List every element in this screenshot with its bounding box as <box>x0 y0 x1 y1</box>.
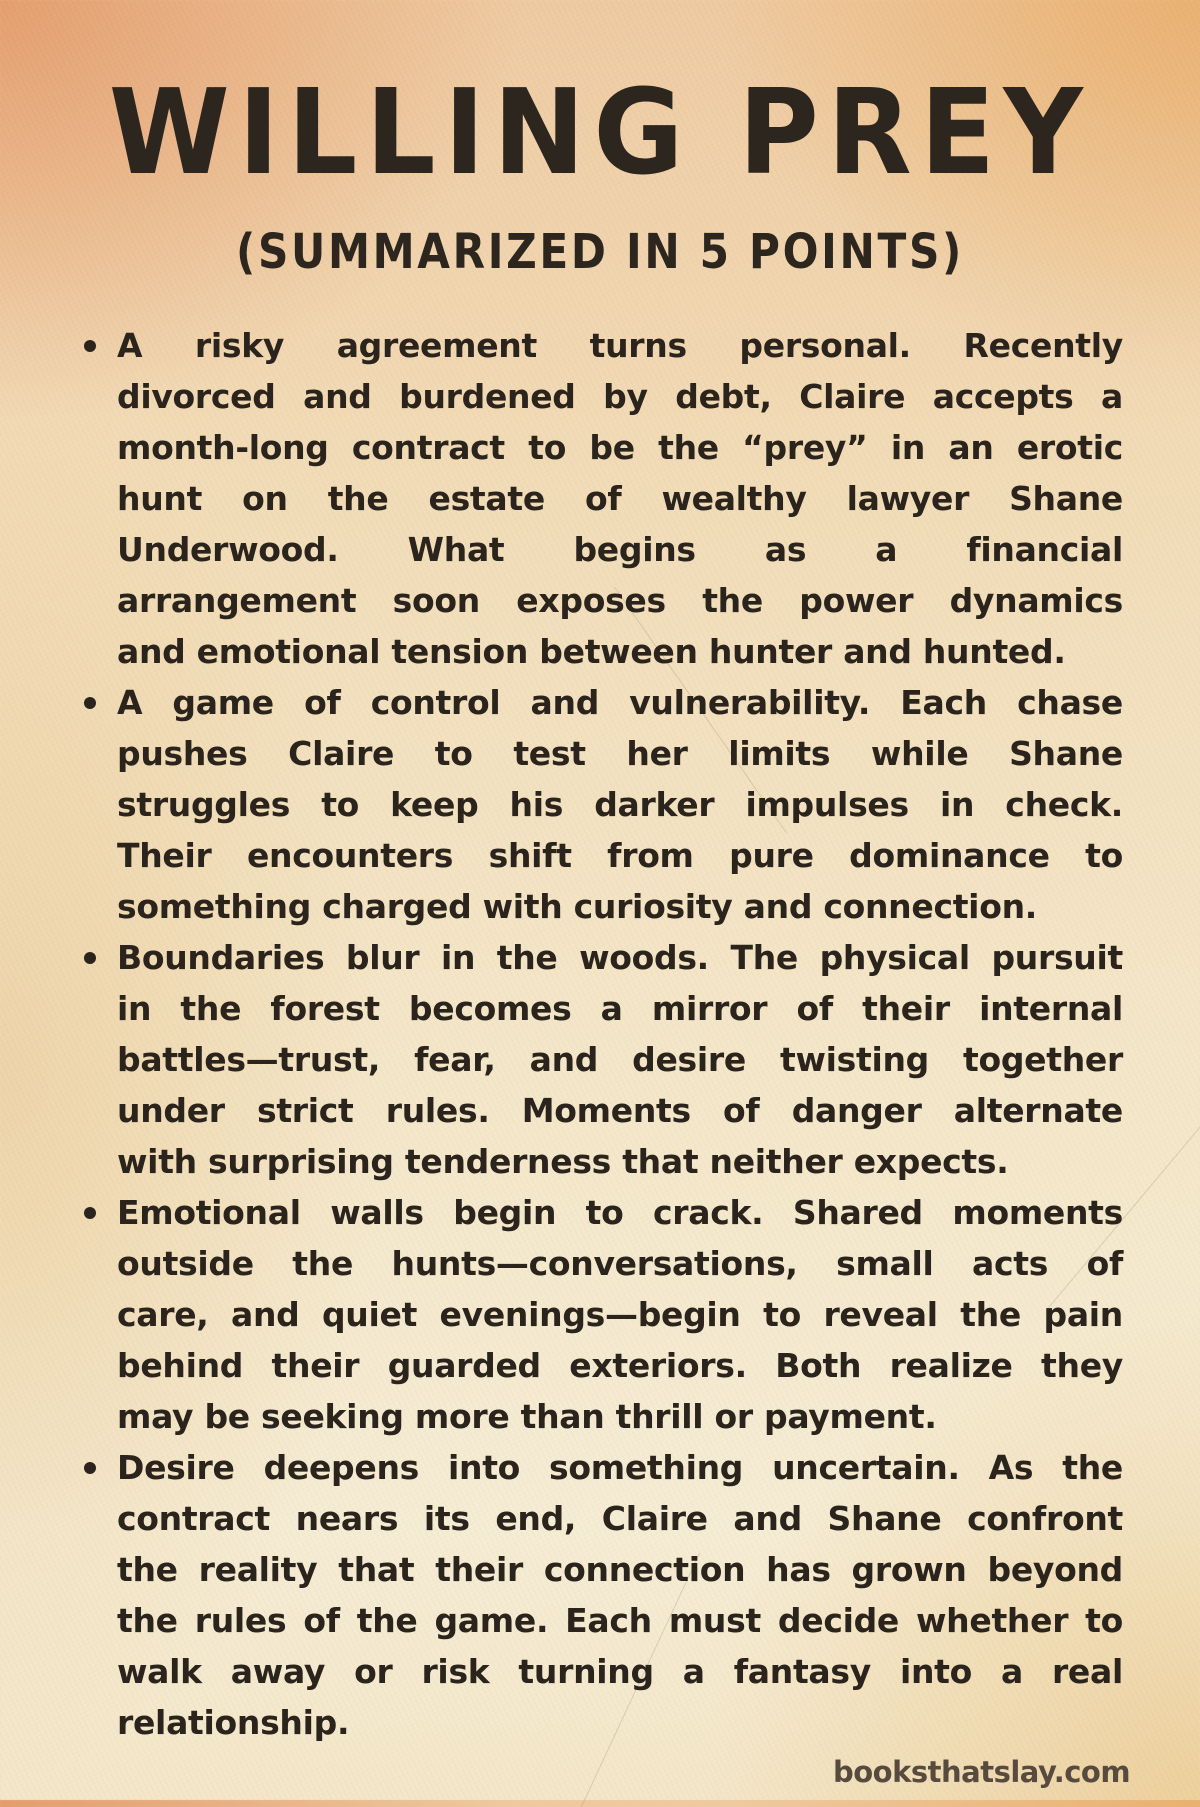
summary-line: the reality that their connection has grown beyond <box>117 1550 1123 1589</box>
summary-line: Underwood. What begins as a financial <box>117 530 1123 569</box>
summary-line: divorced and burdened by debt, Claire accepts a <box>117 377 1123 416</box>
summary-line: month-long contract to be the “prey” in an erotic <box>117 428 1123 467</box>
summary-line: struggles to keep his darker impulses in check. <box>117 785 1123 824</box>
bullet-icon <box>84 1207 96 1219</box>
summary-line: with surprising tenderness that neither expects. <box>117 1142 1009 1181</box>
summary-point-4 <box>117 1187 1123 1442</box>
summary-line: Their encounters shift from pure dominance to <box>117 836 1123 875</box>
summary-line: may be seeking more than thrill or payment. <box>117 1397 937 1436</box>
summary-line: in the forest becomes a mirror of their internal <box>117 989 1123 1028</box>
summary-line: walk away or risk turning a fantasy into a real <box>117 1652 1123 1691</box>
summary-line: Emotional walls begin to crack. Shared moments <box>117 1193 1123 1232</box>
summary-line: behind their guarded exteriors. Both realize they <box>117 1346 1123 1385</box>
summary-line: pushes Claire to test her limits while Shane <box>117 734 1123 773</box>
summary-line: hunt on the estate of wealthy lawyer Shane <box>117 479 1123 518</box>
website-credit: booksthatslay.com <box>833 1755 1131 1789</box>
summary-line: A game of control and vulnerability. Each chase <box>117 683 1123 722</box>
summary-point-5 <box>117 1442 1123 1748</box>
summary-point-2 <box>117 677 1123 932</box>
summary-line: care, and quiet evenings—begin to reveal the pain <box>117 1295 1123 1334</box>
summary-point-1 <box>117 320 1123 677</box>
bullet-icon <box>84 1462 96 1474</box>
page-subtitle: (SUMMARIZED IN 5 POINTS) <box>236 224 964 280</box>
summary-line: Boundaries blur in the woods. The physical pursuit <box>117 938 1123 977</box>
summary-line: outside the hunts—conversations, small acts of <box>117 1244 1123 1283</box>
summary-line: relationship. <box>117 1703 350 1742</box>
summary-line: battles—trust, fear, and desire twisting together <box>117 1040 1123 1079</box>
summary-line: something charged with curiosity and connection. <box>117 887 1037 926</box>
summary-line: the rules of the game. Each must decide whether to <box>117 1601 1123 1640</box>
bullet-icon <box>84 952 96 964</box>
bullet-icon <box>84 697 96 709</box>
summary-line: and emotional tension between hunter and hunted. <box>117 632 1066 671</box>
summary-line: Desire deepens into something uncertain. As the <box>117 1448 1123 1487</box>
summary-line: A risky agreement turns personal. Recently <box>117 326 1123 365</box>
summary-point-3 <box>117 932 1123 1187</box>
summary-list <box>117 320 1123 1748</box>
bullet-icon <box>84 340 96 352</box>
page-title: WILLING PREY <box>108 63 1092 201</box>
summary-line: contract nears its end, Claire and Shane confront <box>117 1499 1123 1538</box>
summary-line: arrangement soon exposes the power dynamics <box>117 581 1123 620</box>
summary-line: under strict rules. Moments of danger alternate <box>117 1091 1123 1130</box>
